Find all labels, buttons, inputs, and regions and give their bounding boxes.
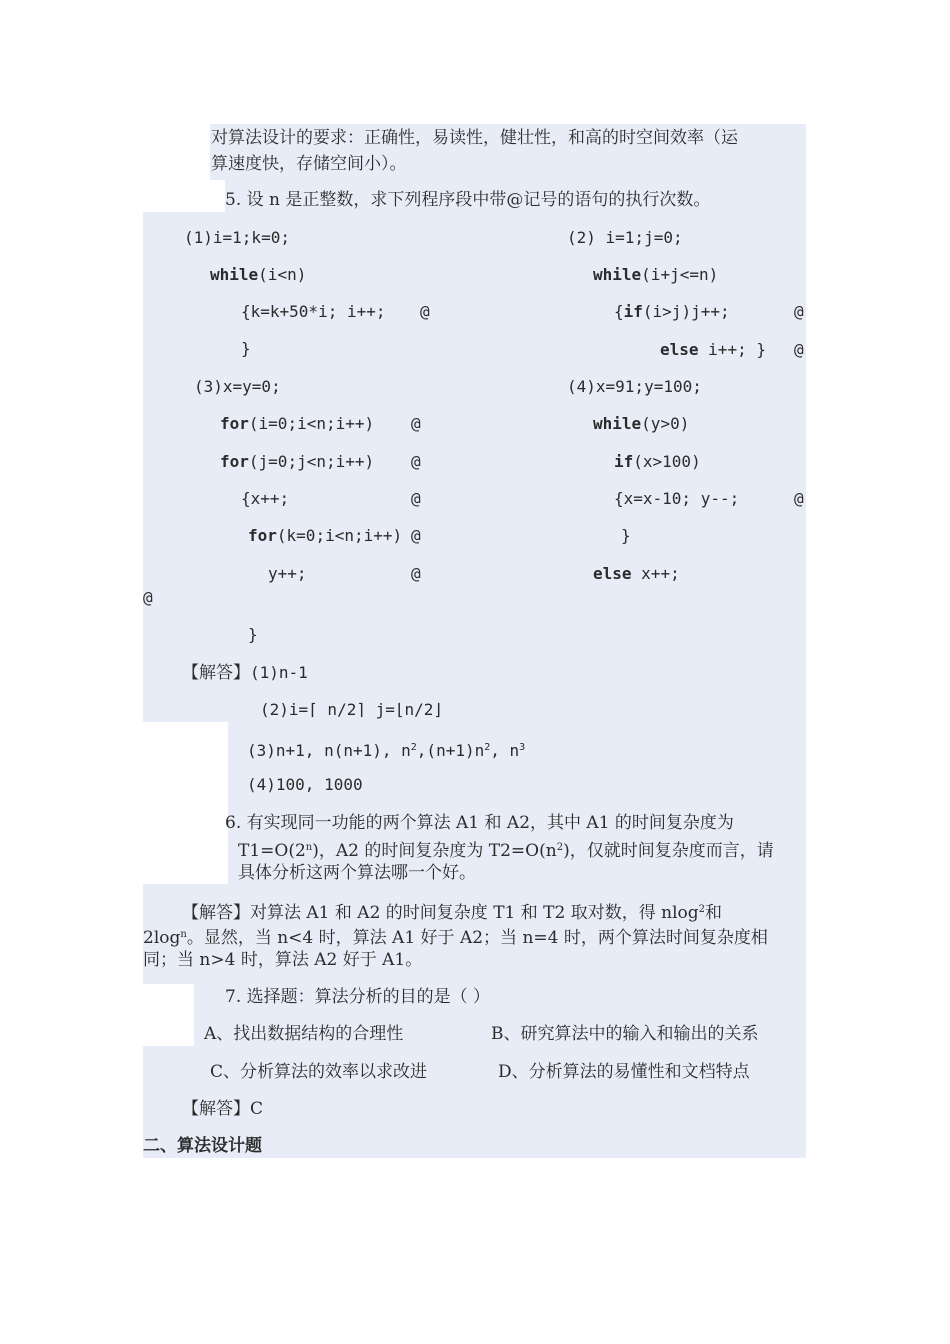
at-marker: @ (411, 452, 421, 471)
exponent: n (180, 929, 187, 940)
code-line (593, 412, 689, 436)
option-a: A、找出数据结构的合理性 (204, 1024, 404, 1044)
code-line (248, 524, 402, 548)
code-line (614, 300, 730, 324)
answer-line: (2)i=⌈ n/2⌉ j=⌊n/2⌋ (260, 700, 444, 719)
code-line: {x=x-10; y--; (614, 489, 740, 508)
question-6-line (238, 836, 774, 863)
question-6-line: 具体分析这两个算法哪一个好。 (238, 863, 476, 883)
exponent: 2 (484, 742, 491, 753)
code-line: (1)i=1;k=0; (184, 228, 290, 247)
keyword: for (248, 526, 277, 545)
code-line (593, 263, 718, 287)
answer-label: 【解答】 (182, 663, 250, 683)
keyword: while (593, 265, 642, 284)
option-d: D、分析算法的易懂性和文档特点 (498, 1062, 750, 1082)
question-6-line: 6. 有实现同一功能的两个算法 A1 和 A2，其中 A1 的时间复杂度为 (225, 813, 734, 833)
answer-text: 2log (143, 928, 181, 948)
code-text: (i>j)j++; (642, 302, 730, 321)
answer-line: 同；当 n>4 时，算法 A2 好于 A1。 (143, 950, 423, 970)
code-text: (k=0;i<n;i++) (276, 526, 403, 545)
code-line: {k=k+50*i; i++; (241, 302, 386, 321)
question-7-title: 7. 选择题：算法分析的目的是（ ） (225, 987, 491, 1007)
answer-text: (1)n-1 (250, 663, 308, 682)
at-marker: @ (411, 414, 421, 433)
code-text: (i+j<=n) (641, 265, 719, 284)
intro-line: 算速度快，存储空间小）。 (211, 154, 407, 174)
keyword: while (593, 414, 642, 433)
answer-line (182, 661, 308, 685)
exponent: 2 (698, 904, 706, 915)
code-line: } (248, 625, 258, 644)
code-line: } (241, 339, 251, 358)
code-text: x++; (641, 564, 680, 583)
at-marker: @ (411, 564, 421, 583)
keyword: while (210, 265, 259, 284)
code-line (660, 338, 766, 362)
code-line: (2) i=1;j=0; (567, 228, 683, 247)
at-marker: @ (411, 526, 421, 545)
q6-text: )，A2 的时间复杂度为 T2=O(n (312, 841, 557, 861)
code-text: { (614, 302, 624, 321)
answer-text: 。显然，当 n<4 时，算法 A1 好于 A2；当 n=4 时，两个算法时间复杂度相 (186, 928, 768, 948)
answer-line: 【解答】C (182, 1099, 264, 1119)
keyword: for (220, 414, 249, 433)
code-line (220, 450, 374, 474)
keyword: if (614, 452, 634, 471)
answer-text: 【解答】对算法 A1 和 A2 的时间复杂度 T1 和 T2 取对数，得 nlog (182, 903, 699, 923)
option-c: C、分析算法的效率以求改进 (210, 1062, 428, 1082)
code-line (220, 412, 374, 436)
answer-text: 和 (705, 903, 723, 923)
answer-text: (3)n+1, n(n+1), n (247, 741, 411, 760)
answer-line: (4)100, 1000 (247, 775, 363, 794)
question-5-title: 5. 设 n 是正整数，求下列程序段中带@记号的语句的执行次数。 (225, 190, 711, 210)
code-line: y++; (268, 564, 307, 583)
code-line: (4)x=91;y=100; (567, 377, 702, 396)
code-line: {x++; (241, 489, 290, 508)
intro-line: 对算法设计的要求：正确性，易读性，健壮性，和高的时空间效率（运 (211, 128, 738, 148)
code-text: (i=0;i<n;i++) (248, 414, 375, 433)
at-marker: @ (794, 340, 804, 359)
code-line: } (621, 526, 631, 545)
section-heading: 二、算法设计题 (143, 1136, 262, 1156)
answer-text: , n (490, 741, 520, 760)
code-line (210, 263, 306, 287)
code-text: (i<n) (258, 265, 307, 284)
keyword: for (220, 452, 249, 471)
exponent: 3 (519, 742, 526, 753)
code-line: (3)x=y=0; (194, 377, 281, 396)
at-marker: @ (411, 489, 421, 508)
at-marker: @ (420, 302, 430, 321)
code-line (614, 450, 701, 474)
exponent: 2 (556, 842, 564, 853)
code-text: (j=0;j<n;i++) (248, 452, 375, 471)
at-marker: @ (794, 302, 804, 321)
keyword: else (660, 340, 699, 359)
option-b: B、研究算法中的输入和输出的关系 (491, 1024, 759, 1044)
answer-text: ,(n+1)n (416, 741, 485, 760)
at-marker: @ (794, 489, 804, 508)
q6-text: T1=O(2 (238, 841, 306, 861)
answer-line (143, 923, 768, 950)
at-marker: @ (143, 588, 153, 607)
code-line (593, 562, 680, 586)
exponent: 2 (410, 742, 417, 753)
keyword: else (593, 564, 632, 583)
answer-line (182, 898, 722, 925)
exponent: n (305, 842, 313, 853)
q6-text: )，仅就时间复杂度而言，请 (563, 841, 774, 861)
keyword: if (623, 302, 643, 321)
code-text: i++; } (708, 340, 766, 359)
answer-line (247, 736, 525, 763)
code-text: (y>0) (641, 414, 690, 433)
code-text: (x>100) (633, 452, 701, 471)
